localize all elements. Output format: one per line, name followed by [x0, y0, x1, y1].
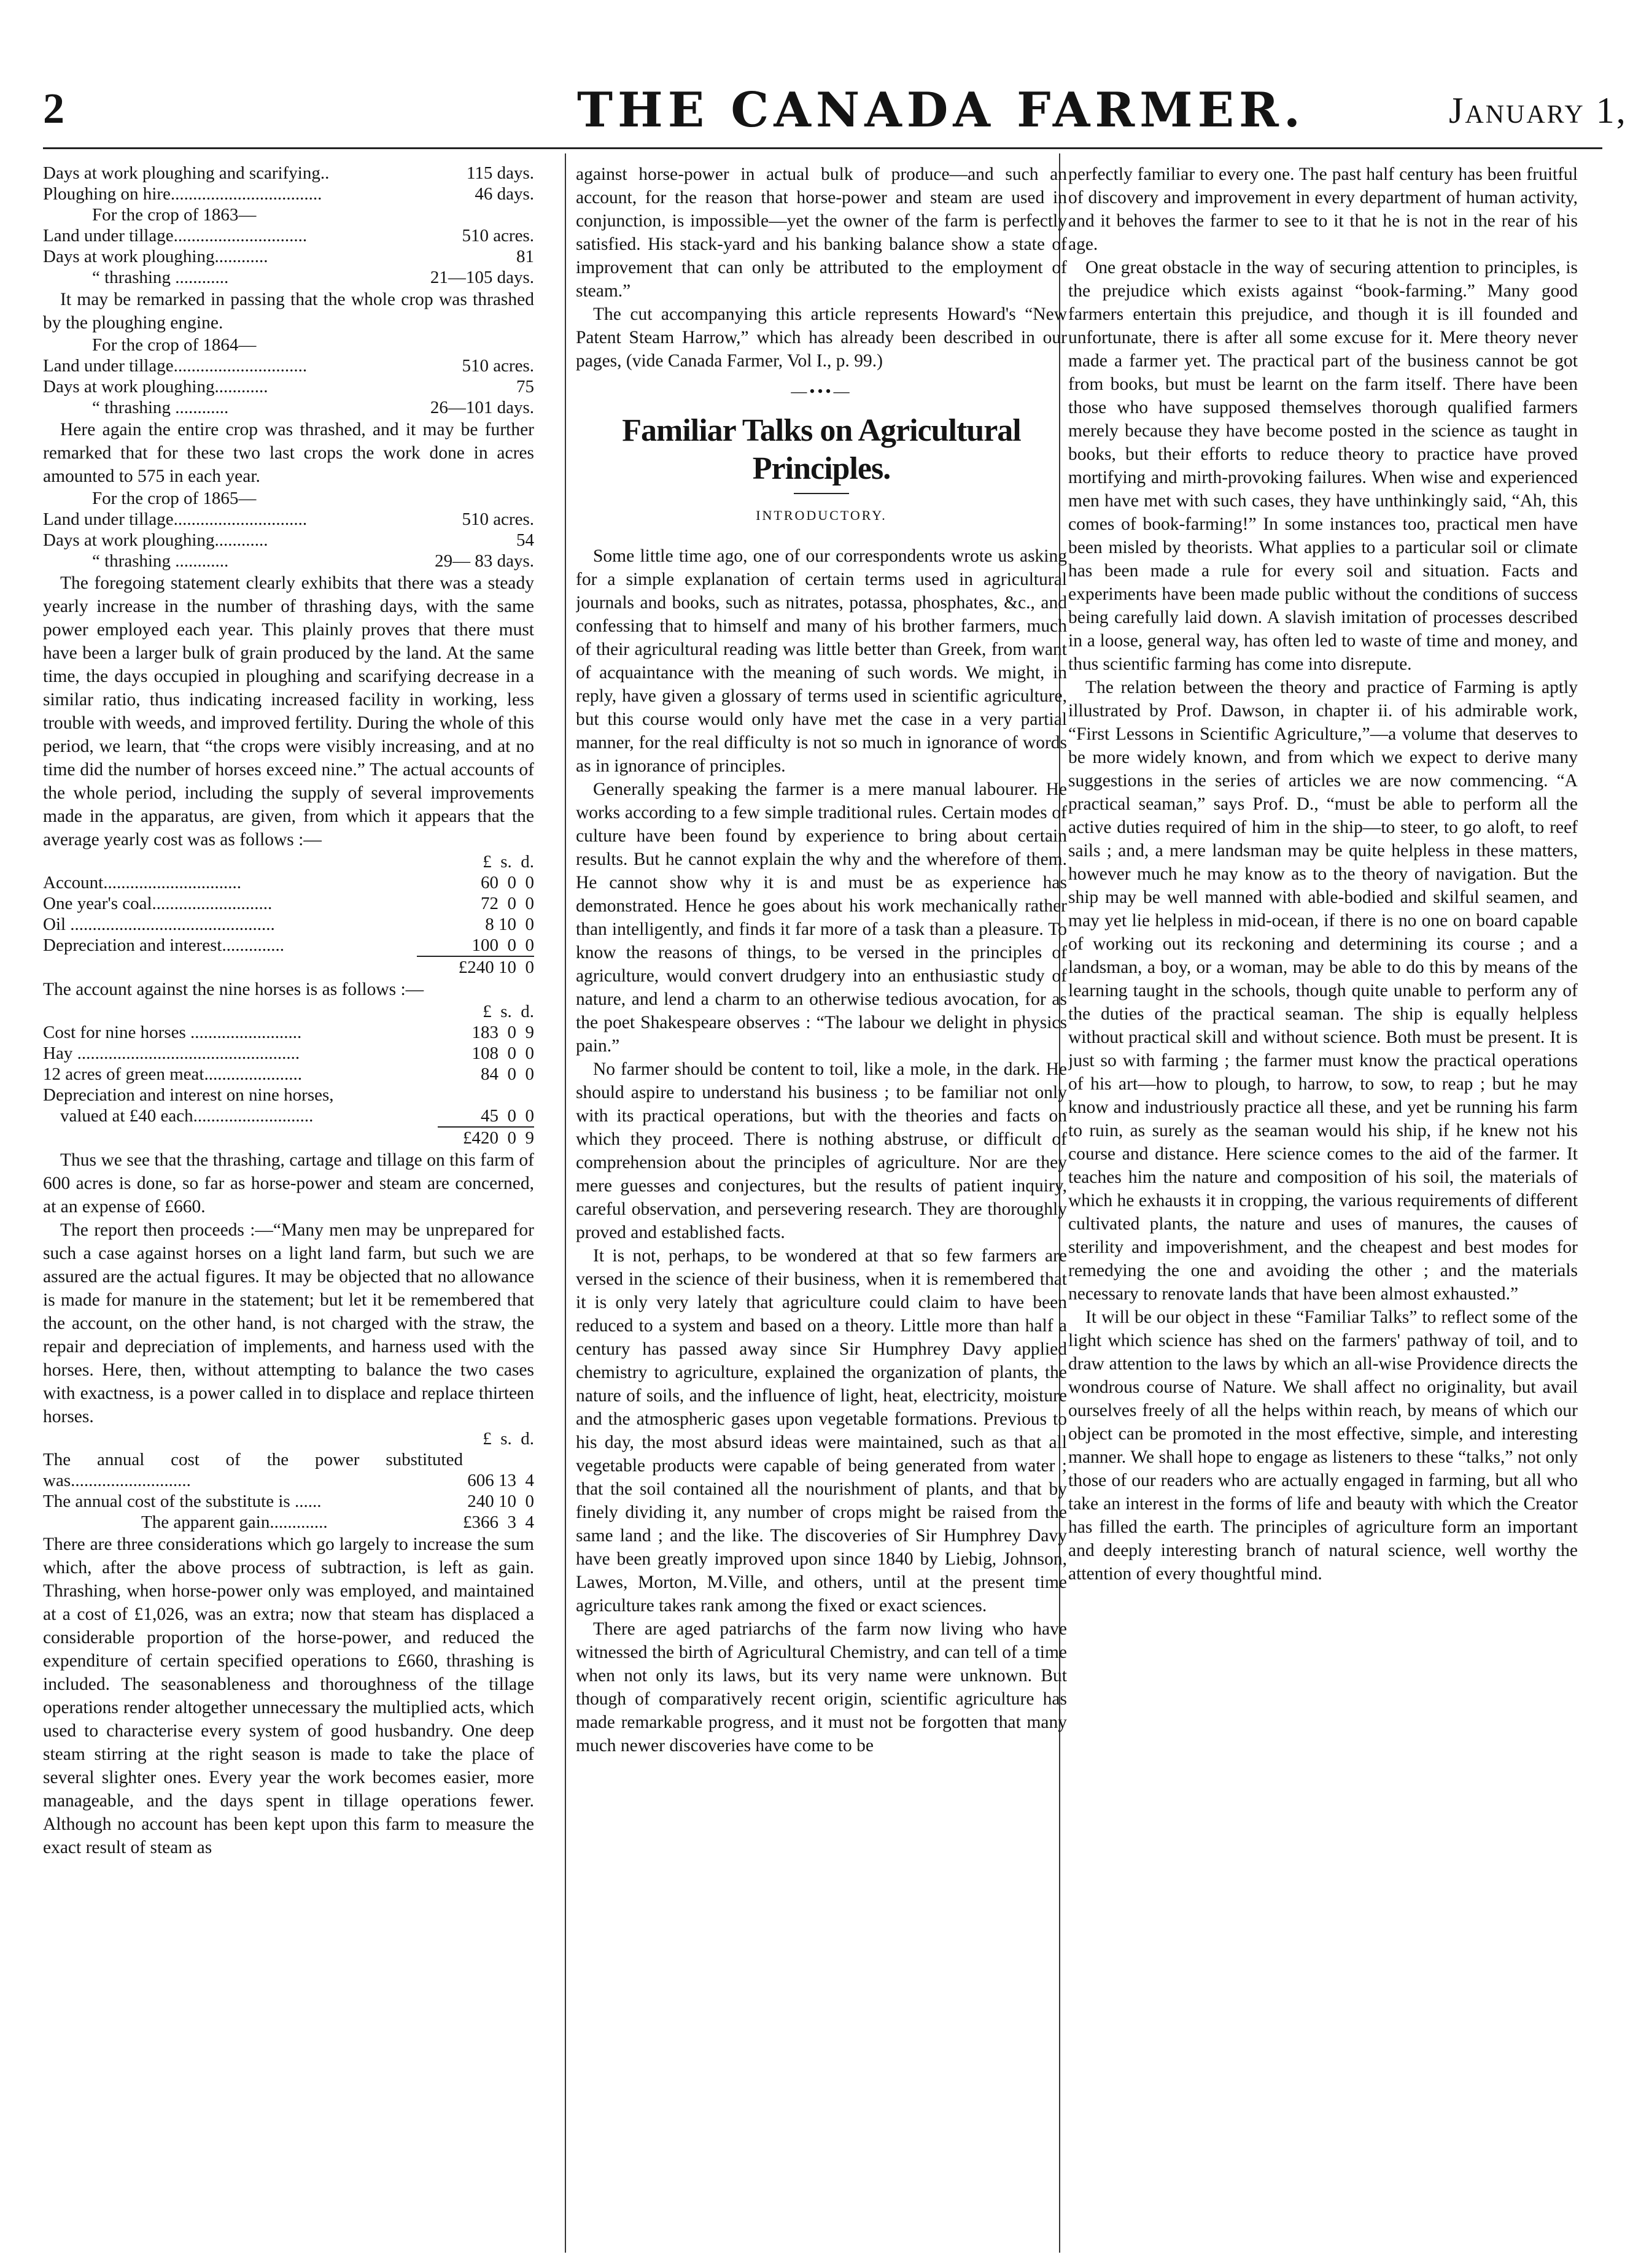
row-label: The annual cost of the power substituted was...........................: [43, 1450, 463, 1490]
article-heading: Familiar Talks on Agricultural Principles.: [622, 413, 1021, 486]
table-row: [43, 1449, 534, 1491]
currency-header: £ s. d.: [483, 1429, 534, 1449]
paragraph: The account against the nine horses is as follows :—: [43, 980, 424, 999]
row-value: 606 13 4: [467, 1471, 534, 1490]
table-row: [43, 509, 534, 530]
row-label: Account...............................: [43, 873, 241, 892]
table-row: [43, 204, 534, 225]
column-divider: [565, 153, 566, 2253]
paragraph: Here again the entire crop was thrashed, and it may be further remarked that for these two last crops the work done in acres amounted to 575 in each year.: [43, 420, 534, 486]
row-value: 8 10 0: [485, 915, 534, 934]
issue-date: January 1,: [1449, 90, 1627, 131]
row-label: “ thrashing ............: [92, 398, 229, 417]
table-row: [43, 551, 534, 571]
row-value: [400, 488, 534, 509]
row-value: [395, 335, 534, 355]
row-label: Depreciation and interest..............: [43, 935, 284, 955]
paragraph: There are aged patriarchs of the farm now living who have witnessed the birth of Agricultural Chemistry, and can tell of a time when not only its laws, but its very name were unknown. But though of comparatively recent origin, scientific agriculture has made remarkable progress, and it must not be forgotten that many much newer discoveries have come to be: [576, 1619, 1067, 1755]
row-label: Oil ..............................................: [43, 915, 275, 934]
row-value: 75: [516, 377, 534, 397]
row-label: One year's coal...........................: [43, 894, 273, 913]
table-total-row: [43, 956, 534, 978]
currency-header: £ s. d.: [483, 1002, 534, 1021]
total-value: £420 0 9: [438, 1127, 534, 1148]
tillage-table-1863: [43, 163, 534, 288]
table-row: [43, 225, 534, 246]
table-row: [43, 488, 534, 509]
row-value: 72 0 0: [481, 894, 534, 913]
paragraph: The report then proceeds :—“Many men may be unprepared for such a case against horses on a light land farm, but such we are assured are the actual figures. It may be objected that no allowance is made for manure in the statement; but let it be remembered that the account, on the other hand, is not charged with the straw, the repair and depreciation of implements, and harness used with the horses. Here, then, without attempting to balance the two cases with exactness, is a power called in to displace and replace thirteen horses.: [43, 1220, 534, 1426]
paragraph: The cut accompanying this article represents Howard's “New Patent Steam Harrow,” which has already been described in our pages, (vide Canada Farmer, Vol I., p. 99.): [576, 304, 1067, 371]
row-label: Land under tillage..............................: [43, 509, 308, 529]
table-row: [43, 1105, 534, 1127]
table-row: [43, 267, 534, 288]
header-rule: [43, 147, 1602, 149]
row-label: “ thrashing ............: [92, 268, 229, 287]
paragraph: There are three considerations which go largely to increase the sum which, after the above process of subtraction, is left as gain. Thrashing, when horse-power only was employed, and maintained at a cost of £1,026, was an extra; now that steam has displaced a considerable proportion of the horse-power, and reduced the expenditure of certain specified operations to £660, thrashing is included. The seasonableness and thoroughness of the tillage operations render altogether unnecessary the multiplied acts, which used to characterise every system of good husbandry. One deep steam stirring at the right season is made to take the place of several slighter ones. Every year the work becomes easier, more manageable, and the days spent in tillage operations fewer. Although no account has been kept upon this farm to measure the exact result of steam as: [43, 1535, 534, 1857]
annual-cost-table: [43, 1428, 534, 1533]
tillage-table-1864: [43, 335, 534, 418]
row-value: 510 acres.: [462, 509, 534, 529]
row-label: Days at work ploughing............: [43, 530, 268, 550]
paragraph: It is not, perhaps, to be wondered at that so few farmers are versed in the science of their business, when it is remembered that it is only very lately that agriculture could claim to have been reduced to a system and based on a theory. Little more than half a century has passed away since Sir Humphrey Davy applied chemistry to agriculture, explained the organization of plants, the nature of soils, and the influence of light, heat, electricity, moisture and the atmospheric gases upon vegetable formations. Previous to his day, the most absurd ideas were maintained, such as that all vegetable products were capable of being generated from water ; that the soil contained all the nourishment of plants, and that by finely dividing it, any number of crops might be raised from the same land ; and the like. The discoveries of Sir Humphrey Davy have been greatly improved upon since 1840 by Liebig, Johnson, Lawes, Morton, M.Ville, and others, until at the present time agriculture takes rank among the fixed or exact sciences.: [576, 1246, 1067, 1616]
row-label: Cost for nine horses .........................: [43, 1023, 302, 1042]
newspaper-title: THE CANADA FARMER.: [577, 82, 1305, 138]
row-value: 510 acres.: [462, 226, 534, 246]
total-value: £240 10 0: [417, 956, 534, 978]
paragraph: The foregoing statement clearly exhibits that there was a steady yearly increase in the number of thrashing days, with the same power employed each year. This plainly proves that there must have been a larger bulk of grain produced by the land. At the same time, the days occupied in ploughing and scarifying decrease in a similar ratio, thus indicating increased facility in working, less trouble with weeds, and improved fertility. During the whole of this period, we learn, that “the crops were visibly increasing, and at no time did the number of horses exceed nine.” The actual accounts of the whole period, including the supply of several improvements made in the apparatus, are given, from which it appears that the average yearly cost was as follows :—: [43, 573, 534, 850]
currency-header: £ s. d.: [483, 852, 534, 872]
column-2: [576, 163, 1067, 2250]
column-1: [43, 163, 534, 2250]
row-value: 29— 83 days.: [435, 551, 534, 571]
row-label: Days at work ploughing............: [43, 247, 268, 266]
row-label: Days at work ploughing and scarifying..: [43, 163, 330, 183]
table-row: [43, 163, 534, 184]
table-row: [43, 1085, 534, 1105]
paragraph: against horse-power in actual bulk of produce—and such an account, for the reason that horse-power and steam are used in conjunction, is impossible—yet the owner of the farm is perfectly satisfied. His stack-yard and his banking balance show a state of improvement that can only be attributed to the employment of steam.”: [576, 164, 1067, 301]
row-label: For the crop of 1863—: [92, 205, 257, 225]
row-value: [438, 1085, 534, 1105]
table-row: [43, 355, 534, 376]
row-label: Land under tillage..............................: [43, 356, 308, 376]
row-value: 26—101 days.: [430, 398, 534, 417]
table-header-row: [43, 1001, 534, 1022]
row-label: The annual cost of the substitute is ......: [43, 1492, 322, 1511]
paragraph: It will be our object in these “Familiar Talks” to reflect some of the light which science has shed on the farmers' pathway of toil, and to draw attention to the laws by which an all-wise Providence directs the wondrous course of Nature. We shall affect no originality, but avail ourselves freely of all the helps within reach, by means of which our object can be promoted in the most effective, simple, and interesting manner. We shall hope to engage as listeners to these “talks,” not only those of our readers who are actually engaged in farming, but all who take an interest in the forms of life and beauty with which the Creator has filled the earth. The principles of agriculture form an important and deeply interesting branch of natural science, well worthy the attention of every thoughtful mind.: [1068, 1307, 1578, 1584]
row-value: 54: [516, 530, 534, 550]
row-value: 60 0 0: [481, 873, 534, 892]
steam-cost-table: [43, 851, 534, 978]
paragraph: perfectly familiar to every one. The past half century has been fruitful of discovery and improvement in every department of human activity, and it behoves the farmer to see to it that he is not in the rear of his age.: [1068, 164, 1578, 254]
table-row: [43, 893, 534, 914]
row-label: Days at work ploughing............: [43, 377, 268, 397]
paragraph: It may be remarked in passing that the whole crop was thrashed by the ploughing engine.: [43, 290, 534, 333]
row-label: valued at £40 each...........................: [60, 1106, 314, 1126]
table-header-row: [43, 851, 534, 872]
row-value: 115 days.: [466, 163, 534, 183]
table-row: [43, 1022, 534, 1043]
table-row: [43, 184, 534, 204]
row-label: For the crop of 1864—: [92, 335, 257, 355]
paragraph: Generally speaking the farmer is a mere manual labourer. He works according to a few simple traditional rules. Certain modes of culture have been found by experience to bring about certain results. But he cannot explain the why and the wherefore of them. He cannot show why it is and must be as experience has demonstrated. Hence he goes about his work mechanically rather than intelligently, and finds it far more of a task than a pleasure. To know the reasons of things, to be versed in the principles of agriculture, would convert drudgery into an enthusiastic study of nature, and lend a charm to an otherwise tedious avocation, for as the poet Shakespeare observes : “The labour we delight in physics pain.”: [576, 780, 1067, 1056]
row-value: 108 0 0: [471, 1043, 534, 1063]
row-value: 183 0 9: [471, 1023, 534, 1042]
gain-value: £366 3 4: [463, 1512, 534, 1532]
section-ornament: —•••—: [791, 382, 852, 400]
row-value: 81: [516, 247, 534, 266]
page-number: 2: [43, 85, 64, 133]
heading-rule: [794, 493, 849, 494]
row-value: [403, 204, 534, 225]
table-row: [43, 1491, 534, 1512]
article-subheading: INTRODUCTORY.: [756, 508, 887, 523]
table-row: [43, 246, 534, 267]
table-row: [43, 935, 534, 956]
row-value: 240 10 0: [467, 1492, 534, 1511]
gain-label: The apparent gain.............: [141, 1512, 328, 1532]
table-row: [43, 397, 534, 418]
table-total-row: [43, 1127, 534, 1148]
paragraph: Thus we see that the thrashing, cartage and tillage on this farm of 600 acres is done, so far as horse-power and steam are concerned, at an expense of £660.: [43, 1150, 534, 1217]
row-label: “ thrashing ............: [92, 551, 229, 571]
table-header-row: [43, 1428, 534, 1449]
table-row: [43, 530, 534, 551]
table-row: [43, 1064, 534, 1085]
row-value: 100 0 0: [471, 935, 534, 955]
row-label: Land under tillage..............................: [43, 226, 308, 246]
tillage-table-1865: [43, 488, 534, 571]
row-label: 12 acres of green meat......................: [43, 1064, 302, 1084]
row-value: 84 0 0: [481, 1064, 534, 1084]
row-value: 46 days.: [475, 184, 534, 204]
horse-cost-table: [43, 1001, 534, 1148]
row-value: 21—105 days.: [430, 268, 534, 287]
row-label: Ploughing on hire..................................: [43, 184, 322, 204]
table-row: [43, 1043, 534, 1064]
masthead: [43, 74, 1639, 147]
paragraph: Some little time ago, one of our correspondents wrote us asking for a simple explanation of certain terms used in agricultural journals and books, such as nitrates, potassa, phosphates, &c., and confessing that to himself and many of his brother farmers, much of their agricultural reading was little better than Greek, from want of acquaintance with the meaning of such words. We might, in reply, have given a glossary of terms used in scientific agriculture, but this course would only have met the case in a very partial manner, for the real difficulty is not so much in ignorance of words as in ignorance of principles.: [576, 546, 1067, 776]
paragraph: One great obstacle in the way of securing attention to principles, is the prejudice which exists against “book-farming.” Many good farmers entertain this prejudice, and though it is ill founded and unfortunate, there is after all some excuse for it. Mere theory never made a farmer yet. The practical part of the business cannot be got from books, but must be learnt on the farm itself. There have been those who have supposed themselves thorough qualified farmers merely because they have become posted in the science as taught in books, but their efforts to reduce theory to practice have proved mortifying and mirth-provoking failures. When wise and experienced men have met with such cases, they have unthinkingly said, “Ah, this comes of book-farming!” In some instances too, practical men have been misled by theorists. What applies to a particular soil or climate has been made a rule for every soil and situation. Facts and experiments have been made public without the conditions of success being carefully laid down. A slavish imitation of processes described in a loose, general way, has often led to waste of time and money, and thus scientific farming has come into disrepute.: [1068, 258, 1578, 674]
column-3: [1068, 163, 1578, 2250]
paragraph: No farmer should be content to toil, like a mole, in the dark. He should aspire to understand his business ; to be familiar not only with its practical operations, but with the theories and facts on which they proceed. There is nothing abstruse, or difficult of comprehension about the principles of agriculture. Nor are they mere guesses and conjectures, but the results of patient inquiry, careful observation, and persevering research. They are thoroughly proved and established facts.: [576, 1059, 1067, 1242]
row-label: Depreciation and interest on nine horses,: [43, 1085, 334, 1105]
row-label: Hay ..................................................: [43, 1043, 300, 1063]
paragraph: The relation between the theory and practice of Farming is aptly illustrated by Prof. Dawson, in chapter ii. of his admirable work, “First Lessons in Scientific Agriculture,”—a volume that deserves to be more widely known, and from which we expect to derive many suggestions in the series of articles we are now commencing. “A practical seaman,” says Prof. D., “must be able to perform all the active duties required of him in the ship—to steer, to go aloft, to reef sails ; and, a mere landsman may be quite helpless in these matters, however much he may know as to the theory of navigation. But the ship may be well manned with able-bodied and skilful seamen, and may yet lie helpless in mid-ocean, if there is no one on board capable of working out its reckoning and determining its course ; and a landsman, a boy, or a woman, may be able to do this by means of the learning taught in the schools, though quite unable to perform any of the duties of the practical seaman. The ship is equally helpless without practical skill and without science. Both must be present. It is just so with farming ; the farmer must know the practical operations of his art—how to plough, to harrow, to sow, to reap ; but he may know and industriously practice all these, and yet be running his farm to ruin, as surely as the seaman would his ship, if he knew not his course and distance. Here science comes to the aid of the farmer. It teaches him the nature and composition of his soil, the materials of which he exhausts it in cropping, the various requirements of different cultivated plants, the nature and uses of manures, the causes of sterility and impoverishment, and the cheapest and best modes for remedying the one and avoiding the other ; and the materials necessary to renovate lands that have been almost exhausted.”: [1068, 678, 1578, 1304]
table-row: [43, 1512, 534, 1533]
row-value: 510 acres.: [462, 356, 534, 376]
table-row: [43, 376, 534, 397]
table-row: [43, 872, 534, 893]
row-value: 45 0 0: [481, 1106, 534, 1126]
table-row: [43, 914, 534, 935]
row-label: For the crop of 1865—: [92, 489, 257, 508]
table-row: [43, 335, 534, 355]
